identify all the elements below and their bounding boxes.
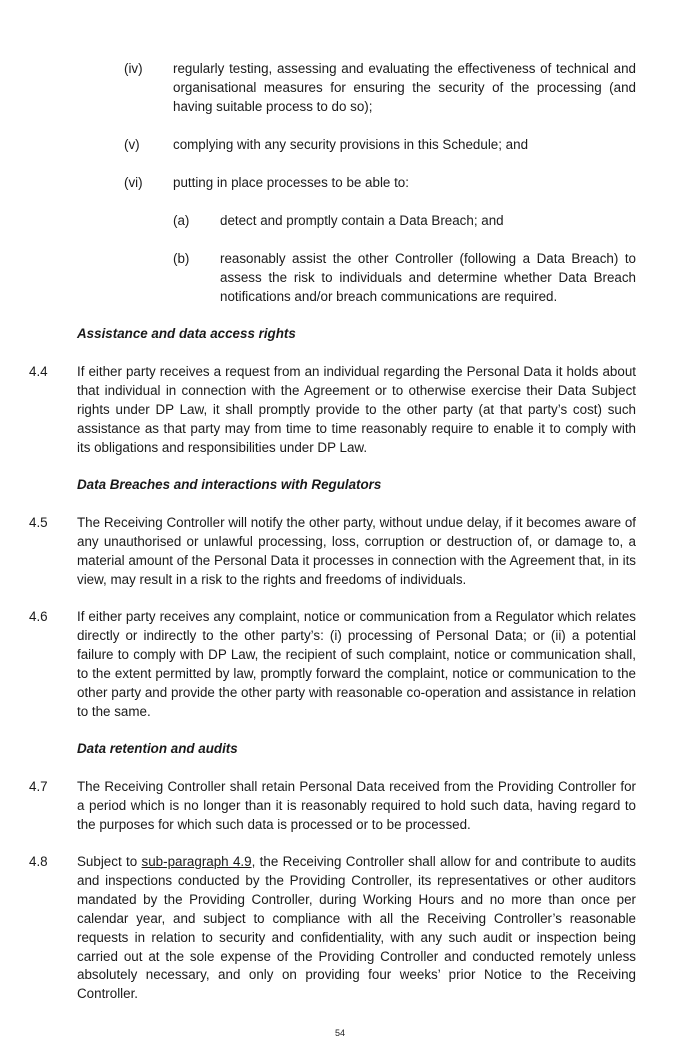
item-text-vi: putting in place processes to be able to: <box>173 175 409 190</box>
section-heading-assistance: Assistance and data access rights <box>77 326 296 341</box>
item-label-vi: (vi) <box>124 175 143 190</box>
clause-text-4-6: If either party receives any complaint, notice or communication from a Regulator which relates directly or indirectly to the other party’s: (i) processing of Personal Data; or (ii) a potential failure to comply with DP Law, the recipient of such complaint, notice or communication shall, to the extent permitted by law, promptly forward the complaint, notice or communication to the other party and provide the other party with reasonable co-operation and assistance in relation to the same. <box>77 609 636 719</box>
item-text-a: detect and promptly contain a Data Breach; and <box>220 213 504 228</box>
clause-text-4-4: If either party receives a request from an individual regarding the Personal Data it holds about that individual in connection with the Agreement or to otherwise exercise their Data Subject rights under DP Law, it shall promptly provide to the other party (at that party’s cost) such assistance as that party may from time to time reasonably require to enable it to comply with its obligations and responsibilities under DP Law. <box>77 364 636 455</box>
item-label-v: (v) <box>124 137 140 152</box>
section-heading-breaches: Data Breaches and interactions with Regulators <box>77 477 382 492</box>
section-heading-retention: Data retention and audits <box>77 741 238 756</box>
clause-text-4-8-prefix: Subject to <box>77 854 142 869</box>
clause-number-4-7: 4.7 <box>29 779 48 794</box>
page-number: 54 <box>334 1028 345 1038</box>
cross-reference-link[interactable]: sub-paragraph 4.9 <box>141 854 252 869</box>
item-text-iv: regularly testing, assessing and evaluating the effectiveness of technical and organisational measures for ensuring the security of the processing (and having suitable process to do so); <box>173 61 636 114</box>
clause-number-4-4: 4.4 <box>29 364 48 379</box>
item-label-iv: (iv) <box>124 61 143 76</box>
clause-number-4-6: 4.6 <box>29 609 48 624</box>
clause-number-4-8: 4.8 <box>29 854 48 869</box>
item-text-b: reasonably assist the other Controller (following a Data Breach) to assess the risk to individuals and determine whether Data Breach notifications and/or breach communications are required. <box>220 251 636 304</box>
item-label-a: (a) <box>173 213 190 228</box>
item-label-b: (b) <box>173 251 190 266</box>
clause-text-4-5: The Receiving Controller will notify the other party, without undue delay, if it becomes aware of any unauthorised or unlawful processing, loss, corruption or destruction of, or damage to, a material amount of the Personal Data it processes in connection with the Agreement that, in its view, may result in a risk to the rights and freedoms of individuals. <box>77 515 636 587</box>
clause-text-4-7: The Receiving Controller shall retain Personal Data received from the Providing Controller for a period which is no longer than it is reasonably required to hold such data, having regard to the purposes for which such data is processed or to be processed. <box>77 779 636 832</box>
item-text-v: complying with any security provisions in this Schedule; and <box>173 137 529 152</box>
clause-text-4-8 <box>77 853 636 1004</box>
clause-text-4-8-body: , the Receiving Controller shall allow for and contribute to audits and inspections conducted by the Providing Controller, its representatives or other auditors mandated by the Providing Controller, during Working Hours and no more than once per calendar year, and subject to compliance with all the Receiving Controller’s reasonable requests in relation to security and confidentiality, with any such audit or inspection being carried out at the sole expense of the Providing Controller and conducted remotely unless absolutely necessary, and only on providing four weeks’ prior Notice to the Receiving Controller. <box>77 854 636 1002</box>
clause-number-4-5: 4.5 <box>29 515 48 530</box>
